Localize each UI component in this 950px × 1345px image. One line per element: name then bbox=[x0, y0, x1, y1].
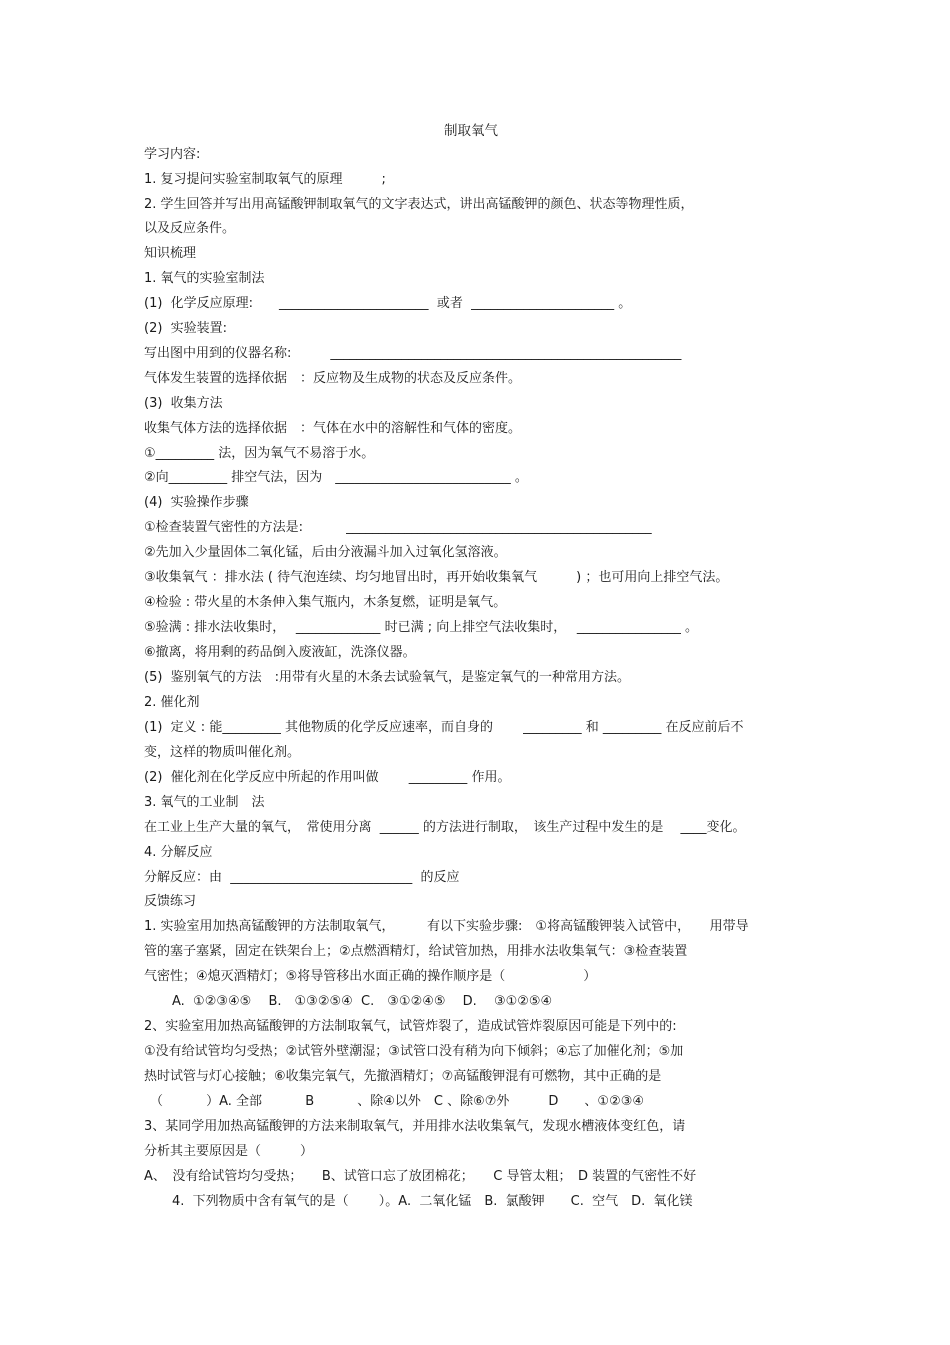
text-line: A、 没有给试管均匀受热； B、试管口忘了放团棉花； C 导管太粗； D 装置的气密性不好 bbox=[144, 1169, 697, 1184]
text-line: 知识梳理 bbox=[144, 246, 197, 261]
text-line: (1) 定义 : 能_________ 其他物质的化学反应速率，而自身的 _________ 和 _________ 在反应前后不 bbox=[144, 720, 744, 735]
text-line: 2. 学生回答并写出用高锰酸钾制取氧气的文字表达式，讲出高锰酸钾的颜色、状态等物理性质， bbox=[144, 197, 694, 212]
text-line: ③收集氧气 ：排水法 ( 待气泡连续、均匀地冒出时，再开始收集氧气 ) ；也可用向上排空气法。 bbox=[144, 570, 729, 585]
text-line: (2) 实验装置: bbox=[144, 321, 228, 336]
text-line: 收集气体方法的选择依据 ：气体在水中的溶解性和气体的密度。 bbox=[144, 421, 522, 436]
text-line: 1. 实验室用加热高锰酸钾的方法制取氧气， 有以下实验步骤: ①将高锰酸钾装入试管中， 用带导 bbox=[144, 919, 749, 934]
text-line: 以及反应条件。 bbox=[144, 221, 236, 236]
text-line: 分解反应：由 ____________________________ 的反应 bbox=[144, 870, 460, 885]
text-line: ②向_________ 排空气法，因为 ___________________________ 。 bbox=[144, 470, 528, 485]
text-line: (2) 催化剂在化学反应中所起的作用叫做 _________ 作用。 bbox=[144, 770, 511, 785]
text-line: 2、实验室用加热高锰酸钾的方法制取氧气，试管炸裂了，造成试管炸裂原因可能是下列中的: bbox=[144, 1019, 677, 1034]
text-line: 变，这样的物质叫催化剂。 bbox=[144, 745, 301, 760]
text-line: 1. 复习提问实验室制取氧气的原理 ; bbox=[144, 172, 386, 187]
text-line: 4. 下列物质中含有氧气的是（ ）。A. 二氧化锰 B. 氯酸钾 C. 空气 D. 氧化镁 bbox=[172, 1194, 693, 1209]
text-line: 学习内容: bbox=[144, 147, 201, 162]
text-line: (4) 实验操作步骤 bbox=[144, 495, 249, 510]
text-line: 2. 催化剂 bbox=[144, 695, 200, 710]
text-line: (1) 化学反应原理: _______________________ 或者 ______________________ 。 bbox=[144, 296, 632, 311]
text-line: （ ）A. 全部 B 、除④以外 C 、除⑥⑦外 D 、①②③④ bbox=[150, 1094, 645, 1109]
text-line: ④检验 : 带火星的木条伸入集气瓶内，木条复燃，证明是氧气。 bbox=[144, 595, 507, 610]
text-line: 3、某同学用加热高锰酸钾的方法来制取氧气，并用排水法收集氧气，发现水槽液体变红色，请 bbox=[144, 1119, 686, 1134]
text-line: 1. 氧气的实验室制法 bbox=[144, 271, 265, 286]
text-line: 在工业上生产大量的氧气， 常使用分离 ______ 的方法进行制取， 该生产过程中发生的是 ____变化。 bbox=[144, 820, 746, 835]
text-line: 气体发生装置的选择依据 ：反应物及生成物的状态及反应条件。 bbox=[144, 371, 522, 386]
text-line: ①没有给试管均匀受热；②试管外壁潮湿；③试管口没有稍为向下倾斜；④忘了加催化剂；⑤加 bbox=[144, 1044, 684, 1059]
text-line: 气密性；④熄灭酒精灯；⑤将导管移出水面正确的操作顺序是（ ） bbox=[144, 969, 597, 984]
text-line: ①检查装置气密性的方法是: _______________________________________________ bbox=[144, 520, 652, 535]
text-line: A. ①②③④⑤ B. ①③②⑤④ C. ③①②④⑤ D. ③①②⑤④ bbox=[172, 994, 553, 1009]
text-line: 管的塞子塞紧，固定在铁架台上；②点燃酒精灯，给试管加热，用排水法收集氧气：③检查装置 bbox=[144, 944, 688, 959]
page-title: 制取氧气 bbox=[444, 123, 498, 139]
text-line: (3) 收集方法 bbox=[144, 396, 223, 411]
text-line: ①_________ 法，因为氧气不易溶于水。 bbox=[144, 446, 375, 461]
text-line: 分析其主要原因是（ ） bbox=[144, 1144, 314, 1159]
text-line: (5) 鉴别氧气的方法 :用带有火星的木条去试验氧气，是鉴定氧气的一种常用方法。 bbox=[144, 670, 631, 685]
text-line: ⑥撤离，将用剩的药品倒入废液缸，洗涤仪器。 bbox=[144, 645, 416, 660]
text-line: 3. 氧气的工业制 法 bbox=[144, 795, 265, 810]
text-line: ②先加入少量固体二氧化锰，后由分液漏斗加入过氧化氢溶液。 bbox=[144, 545, 507, 560]
text-line: 反馈练习 bbox=[144, 894, 197, 909]
text-line: ⑤验满 : 排水法收集时， _____________ 时已满 ; 向上排空气法收集时， ________________ 。 bbox=[144, 620, 698, 635]
text-line: 热时试管与灯心接触；⑥收集完氧气，先撤酒精灯；⑦高锰酸钾混有可燃物，其中正确的是 bbox=[144, 1069, 662, 1084]
text-line: 写出图中用到的仪器名称: ______________________________________________________ bbox=[144, 346, 682, 361]
text-line: 4. 分解反应 bbox=[144, 845, 213, 860]
